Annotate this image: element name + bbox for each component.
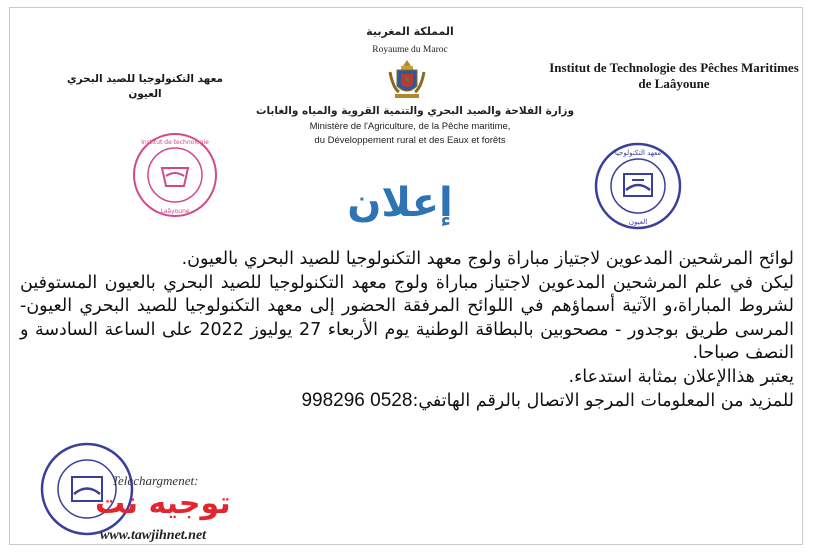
- kingdom-french: Royaume du Maroc: [372, 45, 448, 55]
- ministry-french-line1: Ministère de l'Agriculture, de la Pêche maritime,: [309, 121, 511, 132]
- watermark-url: www.tawjihnet.net: [100, 528, 207, 543]
- watermark-download-label: Telechargmenet:: [112, 473, 199, 488]
- institute-arabic-line1: معهد التكنولوجيا للصيد البحري: [67, 73, 223, 85]
- svg-text:معهد التكنولوجيا: معهد التكنولوجيا: [614, 149, 662, 157]
- institute-french: [548, 60, 800, 92]
- watermark-logo-text: توجيه نت: [95, 486, 231, 521]
- announcement-body: [20, 248, 794, 414]
- pink-institute-stamp-icon: [130, 130, 220, 220]
- phone-number: 0528 998296: [301, 390, 413, 411]
- royal-coat-of-arms-icon: [387, 58, 427, 102]
- kingdom-arabic: المملكة المغربية: [366, 25, 454, 38]
- contact-prefix: للمزيد من المعلومات المرجو الاتصال بالرقم الهاتفي:: [412, 391, 794, 411]
- institute-french-line2: de Laâyoune: [638, 76, 710, 91]
- body-line1: لوائح المرشحين المدعوين لاجتياز مباراة ولوج معهد التكنولوجيا للصيد البحري بالعيون.: [181, 249, 794, 269]
- institute-arabic: [60, 72, 230, 102]
- body-paragraph: ليكن في علم المرشحين المدعوين لاجتياز مباراة ولوج معهد التكنولوجيا للصيد البحري بالعيون المستوفين لشروط المباراة،و الآتية أسماؤهم في اللوائح المرفقة الحضور إلى معهد التكنولوجيا للصيد البحري العيون- المرسى طريق بوجدور - مصحوبين بالبطاقة الوطنية يوم الأربعاء 27 يوليوز 2022 على الساعة السادسة و النصف صباحا.: [20, 272, 794, 363]
- ministry-french-line2: du Développement rural et des Eaux et forêts: [314, 135, 506, 146]
- contact-line: [20, 389, 794, 414]
- blue-institute-stamp-icon: [592, 140, 684, 232]
- svg-text:Institut de technologie: Institut de technologie: [141, 139, 209, 146]
- institute-french-line1: Institut de Technologie des Pêches Maritimes: [549, 60, 799, 75]
- announcement-title: إعلان: [347, 180, 453, 226]
- institute-arabic-line2: العيون: [128, 88, 162, 100]
- ministry-arabic: وزارة الفلاحة والصيد البحري والتنمية القروية والمياه والغابات: [255, 105, 575, 117]
- svg-text:Laâyoune: Laâyoune: [160, 208, 190, 215]
- convocation-note: يعتبر هذاالإعلان بمثابة استدعاء.: [568, 366, 794, 387]
- svg-text:العيون: العيون: [628, 218, 648, 226]
